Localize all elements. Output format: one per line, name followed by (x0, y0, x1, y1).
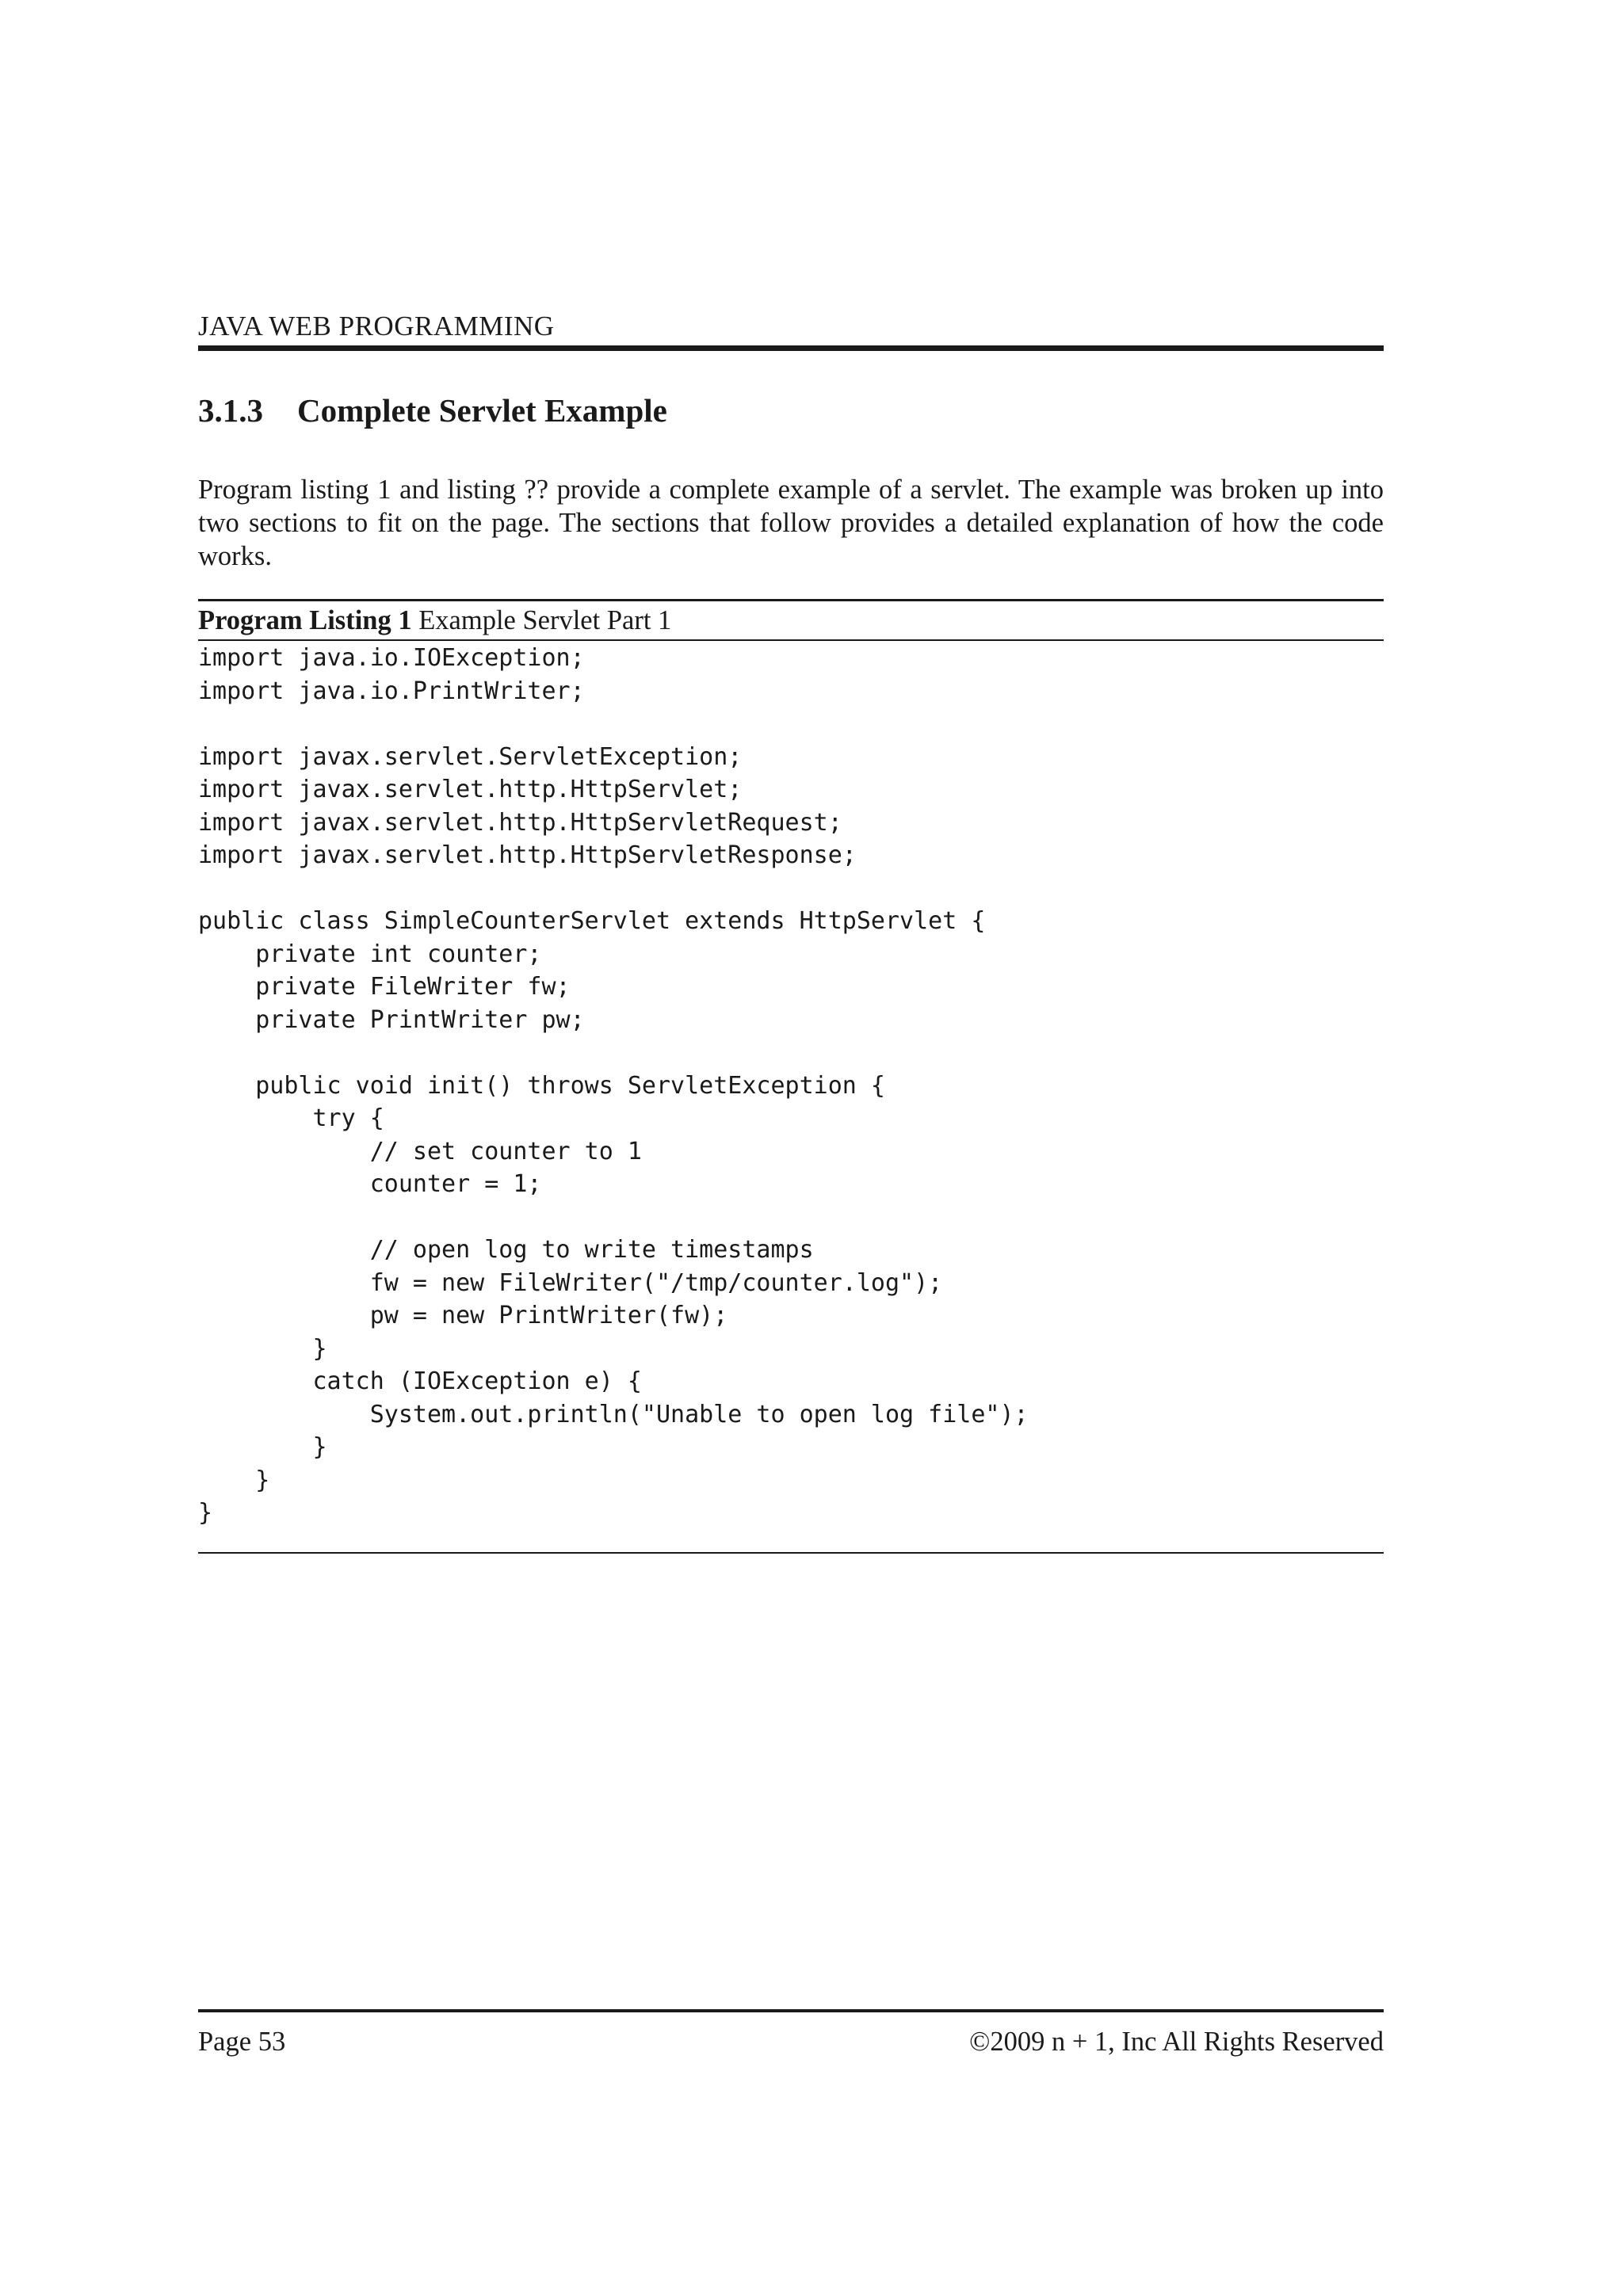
code-line: // set counter to 1 (198, 1137, 642, 1165)
listing-bottom-rule (198, 1552, 1384, 1554)
code-line (198, 872, 1384, 906)
section-heading (198, 391, 667, 429)
listing-caption-label: Program Listing 1 (198, 605, 412, 635)
code-line: private PrintWriter pw; (198, 1005, 585, 1034)
code-line: import javax.servlet.http.HttpServletResponse; (198, 841, 857, 869)
listing-caption (198, 601, 1384, 639)
code-line: import java.io.IOException; (198, 644, 585, 672)
code-line: private FileWriter fw; (198, 973, 571, 1001)
code-line: } (198, 1433, 327, 1461)
code-line: } (198, 1499, 213, 1527)
code-line: // open log to write timestamps (198, 1236, 814, 1264)
page-number: Page 53 (198, 2027, 286, 2057)
code-line (198, 1036, 1384, 1070)
code-line: public class SimpleCounterServlet extends HttpServlet { (198, 907, 986, 935)
code-line: import javax.servlet.http.HttpServlet; (198, 776, 743, 803)
code-line (198, 707, 1384, 741)
code-line: import java.io.PrintWriter; (198, 677, 585, 705)
code-line: try { (198, 1104, 384, 1132)
code-line: counter = 1; (198, 1170, 542, 1198)
code-line: public void init() throws ServletException { (198, 1071, 885, 1100)
code-line (198, 1201, 1384, 1234)
copyright-notice: ©2009 n + 1, Inc All Rights Reserved (969, 2027, 1384, 2057)
section-title: Complete Servlet Example (297, 392, 667, 429)
code-line: } (198, 1466, 270, 1494)
code-line: catch (IOException e) { (198, 1367, 642, 1395)
code-line: } (198, 1334, 327, 1363)
intro-paragraph: Program listing 1 and listing ?? provide a complete example of a servlet. The example was broken up into two sections to fit on the page. The sections that follow provides a detailed explanation of how the code works. (198, 475, 1384, 571)
code-block (198, 641, 1384, 1530)
code-line: import javax.servlet.http.HttpServletRequest; (198, 808, 842, 837)
code-line: pw = new PrintWriter(fw); (198, 1302, 728, 1329)
footer-rule (198, 2009, 1384, 2012)
code-line: System.out.println("Unable to open log file"); (198, 1400, 1029, 1428)
header-rule (198, 345, 1384, 351)
program-listing (198, 599, 1384, 1554)
code-line: private int counter; (198, 940, 542, 968)
code-line: fw = new FileWriter("/tmp/counter.log"); (198, 1268, 943, 1297)
listing-caption-text: Example Servlet Part 1 (418, 605, 672, 635)
section-number: 3.1.3 (198, 392, 263, 429)
running-header: JAVA WEB PROGRAMMING (198, 311, 555, 341)
code-line: import javax.servlet.ServletException; (198, 742, 743, 771)
